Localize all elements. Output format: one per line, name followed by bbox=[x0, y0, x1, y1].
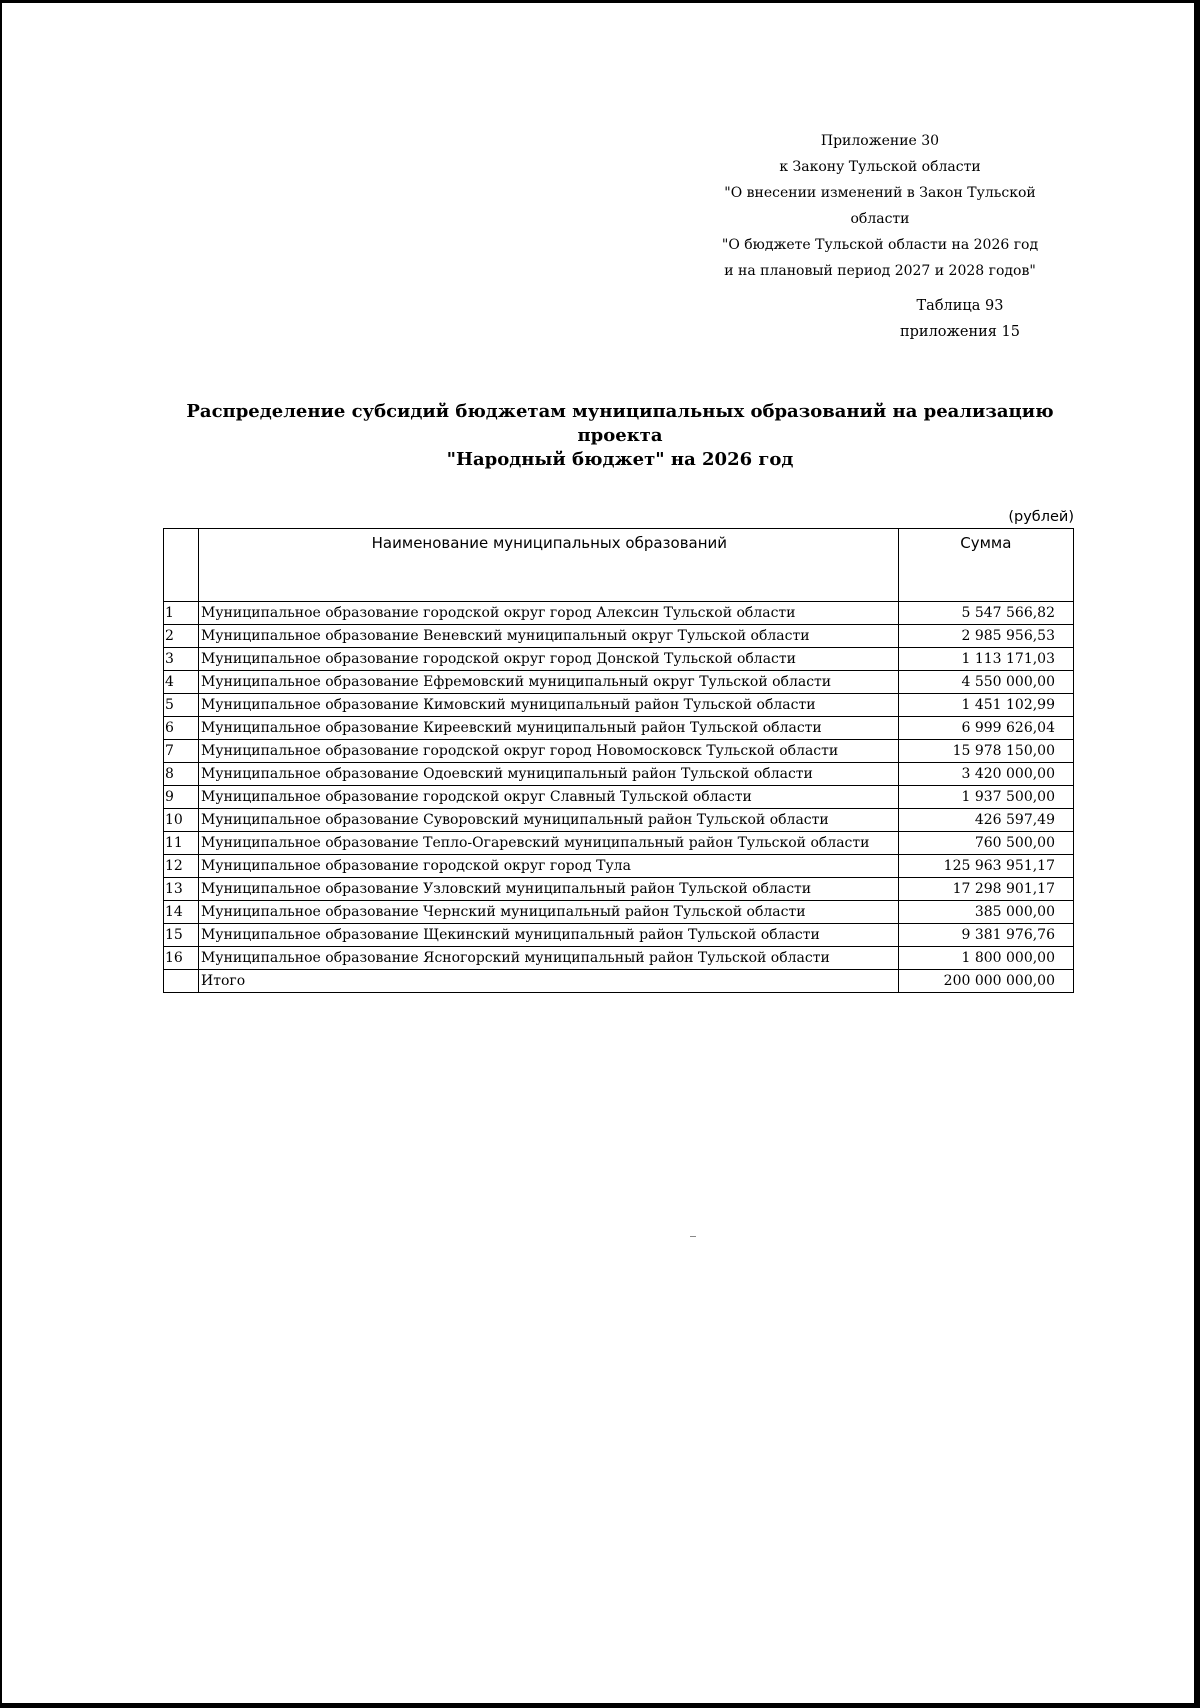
municipality-name: Муниципальное образование Веневский муниципальный округ Тульской области bbox=[199, 625, 899, 648]
municipality-name: Муниципальное образование городской округ город Алексин Тульской области bbox=[199, 602, 899, 625]
municipality-name: Муниципальное образование Суворовский муниципальный район Тульской области bbox=[199, 809, 899, 832]
municipality-name: Муниципальное образование Щекинский муниципальный район Тульской области bbox=[199, 924, 899, 947]
row-number: 2 bbox=[164, 625, 199, 648]
row-number: 3 bbox=[164, 648, 199, 671]
subsidy-amount: 426 597,49 bbox=[898, 809, 1073, 832]
table-row bbox=[164, 717, 1074, 740]
table-row bbox=[164, 947, 1074, 970]
header-name: Наименование муниципальных образований bbox=[199, 529, 899, 602]
table-row bbox=[164, 878, 1074, 901]
subsidy-amount: 1 451 102,99 bbox=[898, 694, 1073, 717]
municipality-name: Муниципальное образование Тепло-Огаревский муниципальный район Тульской области bbox=[199, 832, 899, 855]
subsidy-amount: 2 985 956,53 bbox=[898, 625, 1073, 648]
table-reference bbox=[880, 293, 1040, 345]
table-number: Таблица 93 bbox=[916, 298, 1004, 314]
subsidy-amount: 1 113 171,03 bbox=[898, 648, 1073, 671]
appendix-law-title-2: "О бюджете Тульской области на 2026 год bbox=[721, 237, 1039, 253]
subsidy-amount: 1 800 000,00 bbox=[898, 947, 1073, 970]
table-row bbox=[164, 809, 1074, 832]
total-subsidy-amount: 200 000 000,00 bbox=[898, 970, 1073, 993]
document-title bbox=[150, 400, 1090, 472]
subsidy-amount: 15 978 150,00 bbox=[898, 740, 1073, 763]
scan-speck bbox=[690, 1236, 696, 1237]
scan-border-right bbox=[1194, 0, 1200, 1708]
title-line-2: "Народный бюджет" на 2026 год bbox=[446, 449, 794, 470]
table-row bbox=[164, 671, 1074, 694]
total-municipality-name: Итого bbox=[199, 970, 899, 993]
scan-border-left bbox=[0, 0, 2, 1708]
header-sum: Сумма bbox=[898, 529, 1073, 602]
row-number: 12 bbox=[164, 855, 199, 878]
scan-border-bottom bbox=[0, 1703, 1200, 1708]
table-row bbox=[164, 602, 1074, 625]
appendix-header bbox=[700, 128, 1060, 284]
row-number: 11 bbox=[164, 832, 199, 855]
subsidy-amount: 17 298 901,17 bbox=[898, 878, 1073, 901]
row-number: 15 bbox=[164, 924, 199, 947]
row-number: 14 bbox=[164, 901, 199, 924]
municipality-name: Муниципальное образование городской округ город Новомосковск Тульской области bbox=[199, 740, 899, 763]
unit-label: (рублей) bbox=[1008, 509, 1074, 525]
row-number: 6 bbox=[164, 717, 199, 740]
appendix-law-title-3: и на плановый период 2027 и 2028 годов" bbox=[724, 263, 1036, 279]
table-row bbox=[164, 625, 1074, 648]
table-header-row bbox=[164, 529, 1074, 602]
table-row bbox=[164, 694, 1074, 717]
subsidy-amount: 9 381 976,76 bbox=[898, 924, 1073, 947]
municipality-name: Муниципальное образование Кимовский муниципальный район Тульской области bbox=[199, 694, 899, 717]
scan-border-top bbox=[0, 0, 1200, 3]
table-row bbox=[164, 901, 1074, 924]
total-row-number bbox=[164, 970, 199, 993]
appendix-number: Приложение 30 bbox=[820, 133, 940, 149]
table-row bbox=[164, 855, 1074, 878]
table-row bbox=[164, 648, 1074, 671]
subsidy-amount: 760 500,00 bbox=[898, 832, 1073, 855]
row-number: 5 bbox=[164, 694, 199, 717]
table-row bbox=[164, 924, 1074, 947]
appendix-law-title-1: "О внесении изменений в Закон Тульской области bbox=[724, 185, 1036, 227]
municipality-name: Муниципальное образование Ефремовский муниципальный округ Тульской области bbox=[199, 671, 899, 694]
row-number: 4 bbox=[164, 671, 199, 694]
municipality-name: Муниципальное образование городской округ Славный Тульской области bbox=[199, 786, 899, 809]
table-appendix: приложения 15 bbox=[899, 324, 1020, 340]
row-number: 16 bbox=[164, 947, 199, 970]
subsidy-amount: 5 547 566,82 bbox=[898, 602, 1073, 625]
municipality-name: Муниципальное образование Чернский муниципальный район Тульской области bbox=[199, 901, 899, 924]
municipality-name: Муниципальное образование городской округ город Донской Тульской области bbox=[199, 648, 899, 671]
header-number bbox=[164, 529, 199, 602]
municipality-name: Муниципальное образование Одоевский муниципальный район Тульской области bbox=[199, 763, 899, 786]
total-row bbox=[164, 970, 1074, 993]
municipality-name: Муниципальное образование Узловский муниципальный район Тульской области bbox=[199, 878, 899, 901]
subsidy-amount: 4 550 000,00 bbox=[898, 671, 1073, 694]
row-number: 8 bbox=[164, 763, 199, 786]
municipality-name: Муниципальное образование Киреевский муниципальный район Тульской области bbox=[199, 717, 899, 740]
subsidy-amount: 125 963 951,17 bbox=[898, 855, 1073, 878]
table-row bbox=[164, 740, 1074, 763]
subsidy-amount: 6 999 626,04 bbox=[898, 717, 1073, 740]
subsidy-table bbox=[163, 528, 1074, 993]
subsidy-amount: 1 937 500,00 bbox=[898, 786, 1073, 809]
table-row bbox=[164, 763, 1074, 786]
title-line-1: Распределение субсидий бюджетам муниципальных образований на реализацию проекта bbox=[186, 401, 1054, 446]
subsidy-amount: 385 000,00 bbox=[898, 901, 1073, 924]
municipality-name: Муниципальное образование городской округ город Тула bbox=[199, 855, 899, 878]
table-row bbox=[164, 786, 1074, 809]
appendix-law-ref: к Закону Тульской области bbox=[779, 159, 981, 175]
table-body bbox=[164, 602, 1074, 993]
table-row bbox=[164, 832, 1074, 855]
subsidy-amount: 3 420 000,00 bbox=[898, 763, 1073, 786]
row-number: 9 bbox=[164, 786, 199, 809]
row-number: 10 bbox=[164, 809, 199, 832]
row-number: 1 bbox=[164, 602, 199, 625]
row-number: 7 bbox=[164, 740, 199, 763]
municipality-name: Муниципальное образование Ясногорский муниципальный район Тульской области bbox=[199, 947, 899, 970]
row-number: 13 bbox=[164, 878, 199, 901]
